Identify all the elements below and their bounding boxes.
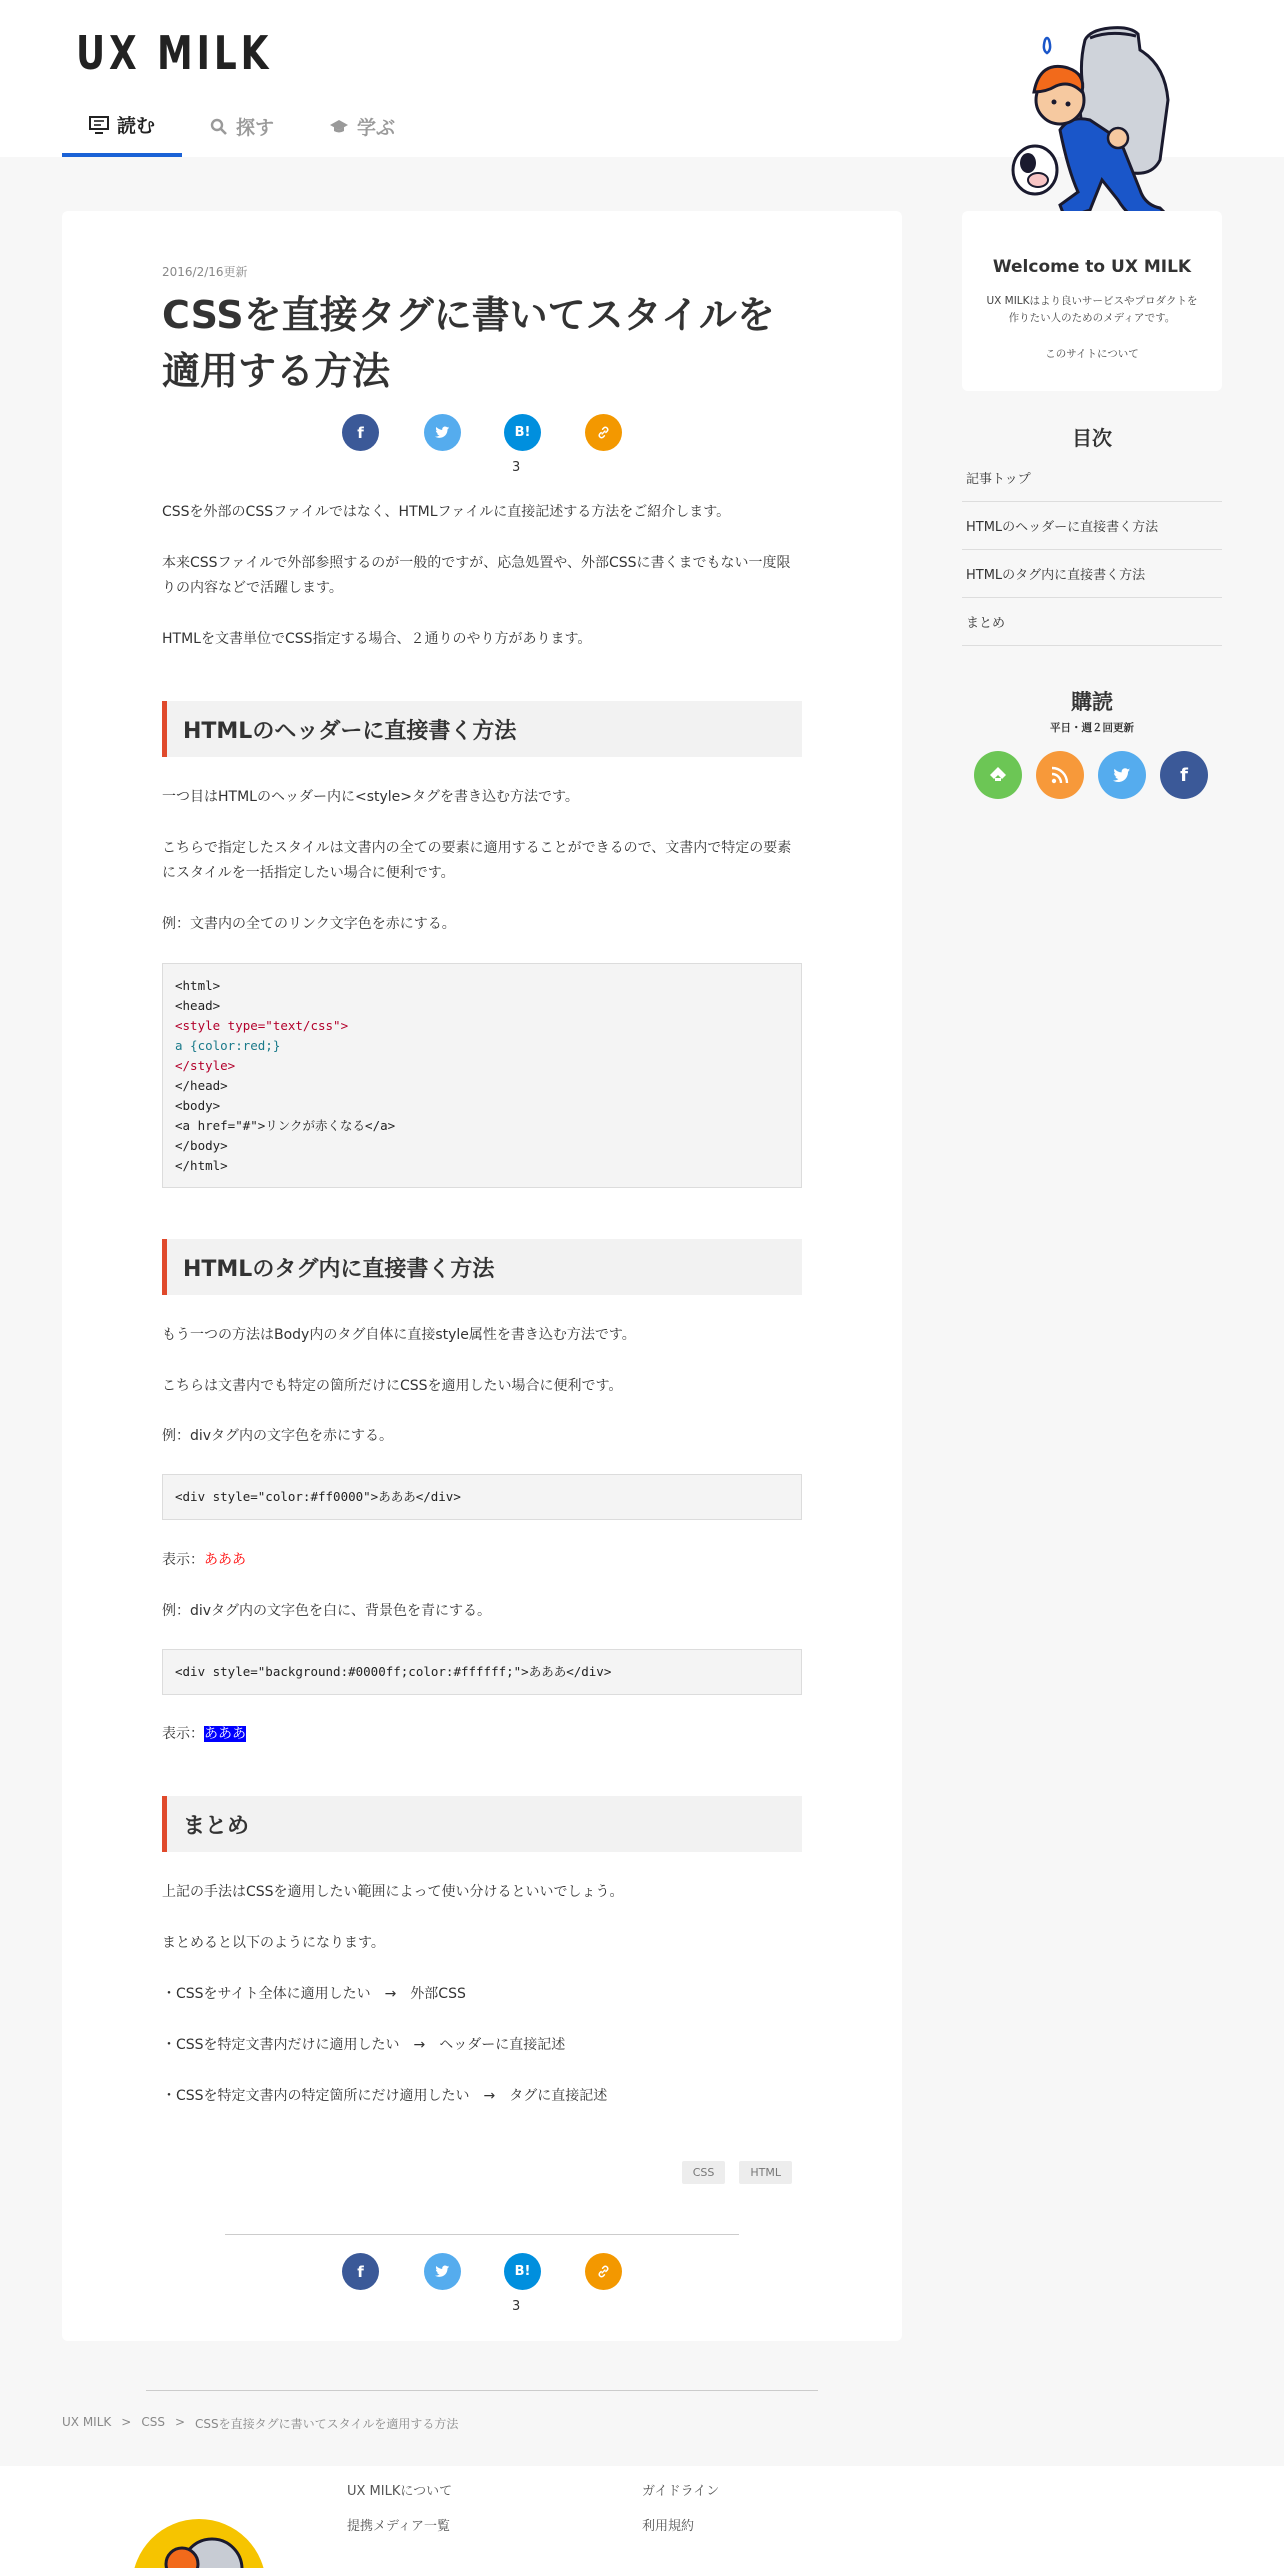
main-nav [62,96,422,157]
hatena-icon: B! [514,425,531,440]
summary-item: ・CSSをサイト全体に適用したい → 外部CSS [162,1986,466,2002]
section-paragraph: 例：文書内の全てのリンク文字色を赤にする。 [162,916,456,932]
nav-tab-read[interactable] [62,96,182,157]
article-card [62,211,902,2341]
welcome-card [962,211,1222,391]
section-heading: HTMLのタグ内に直接書く方法 [162,1239,802,1295]
share-count: 3 [512,460,521,475]
footer-link[interactable]: ガイドライン [642,2484,720,2499]
facebook-share-button[interactable] [342,2253,379,2290]
nav-label: 読む [116,115,155,137]
code-line: a {color:red;} [175,1038,281,1053]
summary-item: ・CSSを特定文書内だけに適用したい → ヘッダーに直接記述 [162,2037,566,2053]
code-line: <a href="#">リンクが赤くなる</a> [175,1118,396,1133]
twitter-follow-button[interactable] [1098,751,1146,799]
code-line: <head> [175,998,221,1013]
site-footer [0,2466,1284,2568]
about-link[interactable]: このサイトについて [1045,348,1139,360]
hatena-share-button[interactable] [504,2253,541,2290]
hatena-icon: B! [514,2264,531,2279]
divider [225,2234,739,2235]
intro-paragraph: CSSを外部のCSSファイルではなく、HTMLファイルに直接記述する方法をご紹介します。 [162,504,731,520]
result-label: 表示： [162,1726,204,1742]
article-date: 2016/2/16更新 [162,265,248,279]
intro-paragraph: HTMLを文書単位でCSS指定する場合、２通りのやり方があります。 [162,631,592,647]
nav-label: 学ぶ [356,117,395,139]
result-line [162,1722,802,1747]
result-blue-text: あああ [204,1726,246,1742]
breadcrumb-separator: > [174,2415,186,2429]
result-line [162,1548,802,1573]
code-block: <div style="color:#ff0000">あああ</div> [162,1474,802,1520]
section-paragraph: もう一つの方法はBody内のタグ自体に直接style属性を書き込む方法です。 [162,1327,636,1343]
code-line: <body> [175,1098,221,1113]
twitter-share-button[interactable] [424,2253,461,2290]
toc-item[interactable]: HTMLのタグ内に直接書く方法 [962,550,1222,598]
breadcrumb-current: CSSを直接タグに書いてスタイルを適用する方法 [195,2417,459,2431]
section-heading: HTMLのヘッダーに直接書く方法 [162,701,802,757]
hatena-share-button[interactable] [504,414,541,451]
copy-link-button[interactable] [585,2253,622,2290]
breadcrumb [62,2415,458,2432]
share-bar-bottom [62,2253,902,2323]
section-paragraph: 例：divタグ内の文字色を赤にする。 [162,1428,394,1444]
nav-tab-learn[interactable] [302,96,422,157]
rss-icon [1051,766,1069,784]
code-line: </html> [175,1158,228,1173]
copy-link-button[interactable] [585,414,622,451]
article-title: CSSを直接タグに書いてスタイルを適用する方法 [162,293,775,393]
share-bar-top [62,414,902,484]
facebook-share-button[interactable] [342,414,379,451]
result-red-text: あああ [204,1552,246,1568]
tag-html[interactable]: HTML [739,2161,792,2184]
welcome-title: Welcome to UX MILK [992,257,1192,277]
feedly-icon [988,765,1008,785]
link-icon [596,2264,611,2279]
result-label: 表示： [162,1552,204,1568]
footer-link[interactable]: 利用規約 [642,2519,695,2534]
nav-tab-search[interactable] [182,96,302,157]
toc-title: 目次 [1072,426,1112,450]
graduation-cap-icon [329,119,349,135]
twitter-icon [1113,768,1131,783]
search-icon [210,118,228,136]
breadcrumb-home[interactable]: UX MILK [62,2415,112,2429]
feedly-button[interactable] [974,751,1022,799]
divider [146,2390,818,2391]
facebook-icon: f [357,423,364,442]
mascot-illustration [990,20,1190,230]
intro-paragraph: 本来CSSファイルで外部参照するのが一般的ですが、応急処置や、外部CSSに書くまでもない一度限りの内容などで活躍します。 [162,555,791,596]
section-paragraph: 一つ目はHTMLのヘッダー内に<style>タグを書き込む方法です。 [162,789,579,805]
subscribe-frequency: 平日・週２回更新 [1050,722,1134,734]
section-paragraph: まとめると以下のようになります。 [162,1935,385,1951]
toc-item[interactable]: HTMLのヘッダーに直接書く方法 [962,502,1222,550]
code-line: <style type="text/css"> [175,1018,349,1033]
welcome-description: UX MILKはより良いサービスやプロダクトを作りたい人のためのメディアです。 [986,295,1198,324]
toc-item[interactable]: まとめ [962,598,1222,646]
toc-item[interactable]: 記事トップ [962,454,1222,502]
subscribe-title: 購読 [1071,690,1113,714]
facebook-follow-button[interactable] [1160,751,1208,799]
subscribe-icons [962,751,1222,799]
section-paragraph: 例：divタグ内の文字色を白に、背景色を青にする。 [162,1603,492,1619]
code-block [162,963,802,1188]
breadcrumb-separator: > [121,2415,132,2429]
section-paragraph: こちらは文書内でも特定の箇所だけにCSSを適用したい場合に便利です。 [162,1378,623,1394]
breadcrumb-category[interactable]: CSS [141,2415,165,2429]
share-count: 3 [512,2299,521,2314]
code-line: <html> [175,978,221,993]
code-block: <div style="background:#0000ff;color:#ffffff;">あああ</div> [162,1649,802,1695]
footer-mascot-logo [132,2519,266,2568]
facebook-icon: f [357,2262,364,2281]
monitor-icon [89,116,109,134]
rss-button[interactable] [1036,751,1084,799]
nav-label: 探す [235,117,274,139]
summary-item: ・CSSを特定文書内の特定箇所にだけ適用したい → タグに直接記述 [162,2088,608,2104]
twitter-share-button[interactable] [424,414,461,451]
footer-link[interactable]: UX MILKについて [347,2484,453,2499]
code-line: </head> [175,1078,228,1093]
site-logo[interactable]: UX MILK [76,26,273,80]
facebook-icon: f [1180,764,1188,786]
code-line: </body> [175,1138,228,1153]
twitter-icon [435,2265,450,2278]
twitter-icon [435,426,450,439]
tag-css[interactable]: CSS [682,2161,726,2184]
tag-list [682,2161,792,2184]
code-line: </style> [175,1058,236,1073]
link-icon [596,425,611,440]
section-heading: まとめ [162,1796,802,1852]
footer-link[interactable]: 提携メディア一覧 [347,2519,450,2534]
table-of-contents [962,454,1222,646]
section-paragraph: 上記の手法はCSSを適用したい範囲によって使い分けるといいでしょう。 [162,1884,624,1900]
section-paragraph: こちらで指定したスタイルは文書内の全ての要素に適用することができるので、文書内で特定の要素にスタイルを一括指定したい場合に便利です。 [162,840,792,881]
